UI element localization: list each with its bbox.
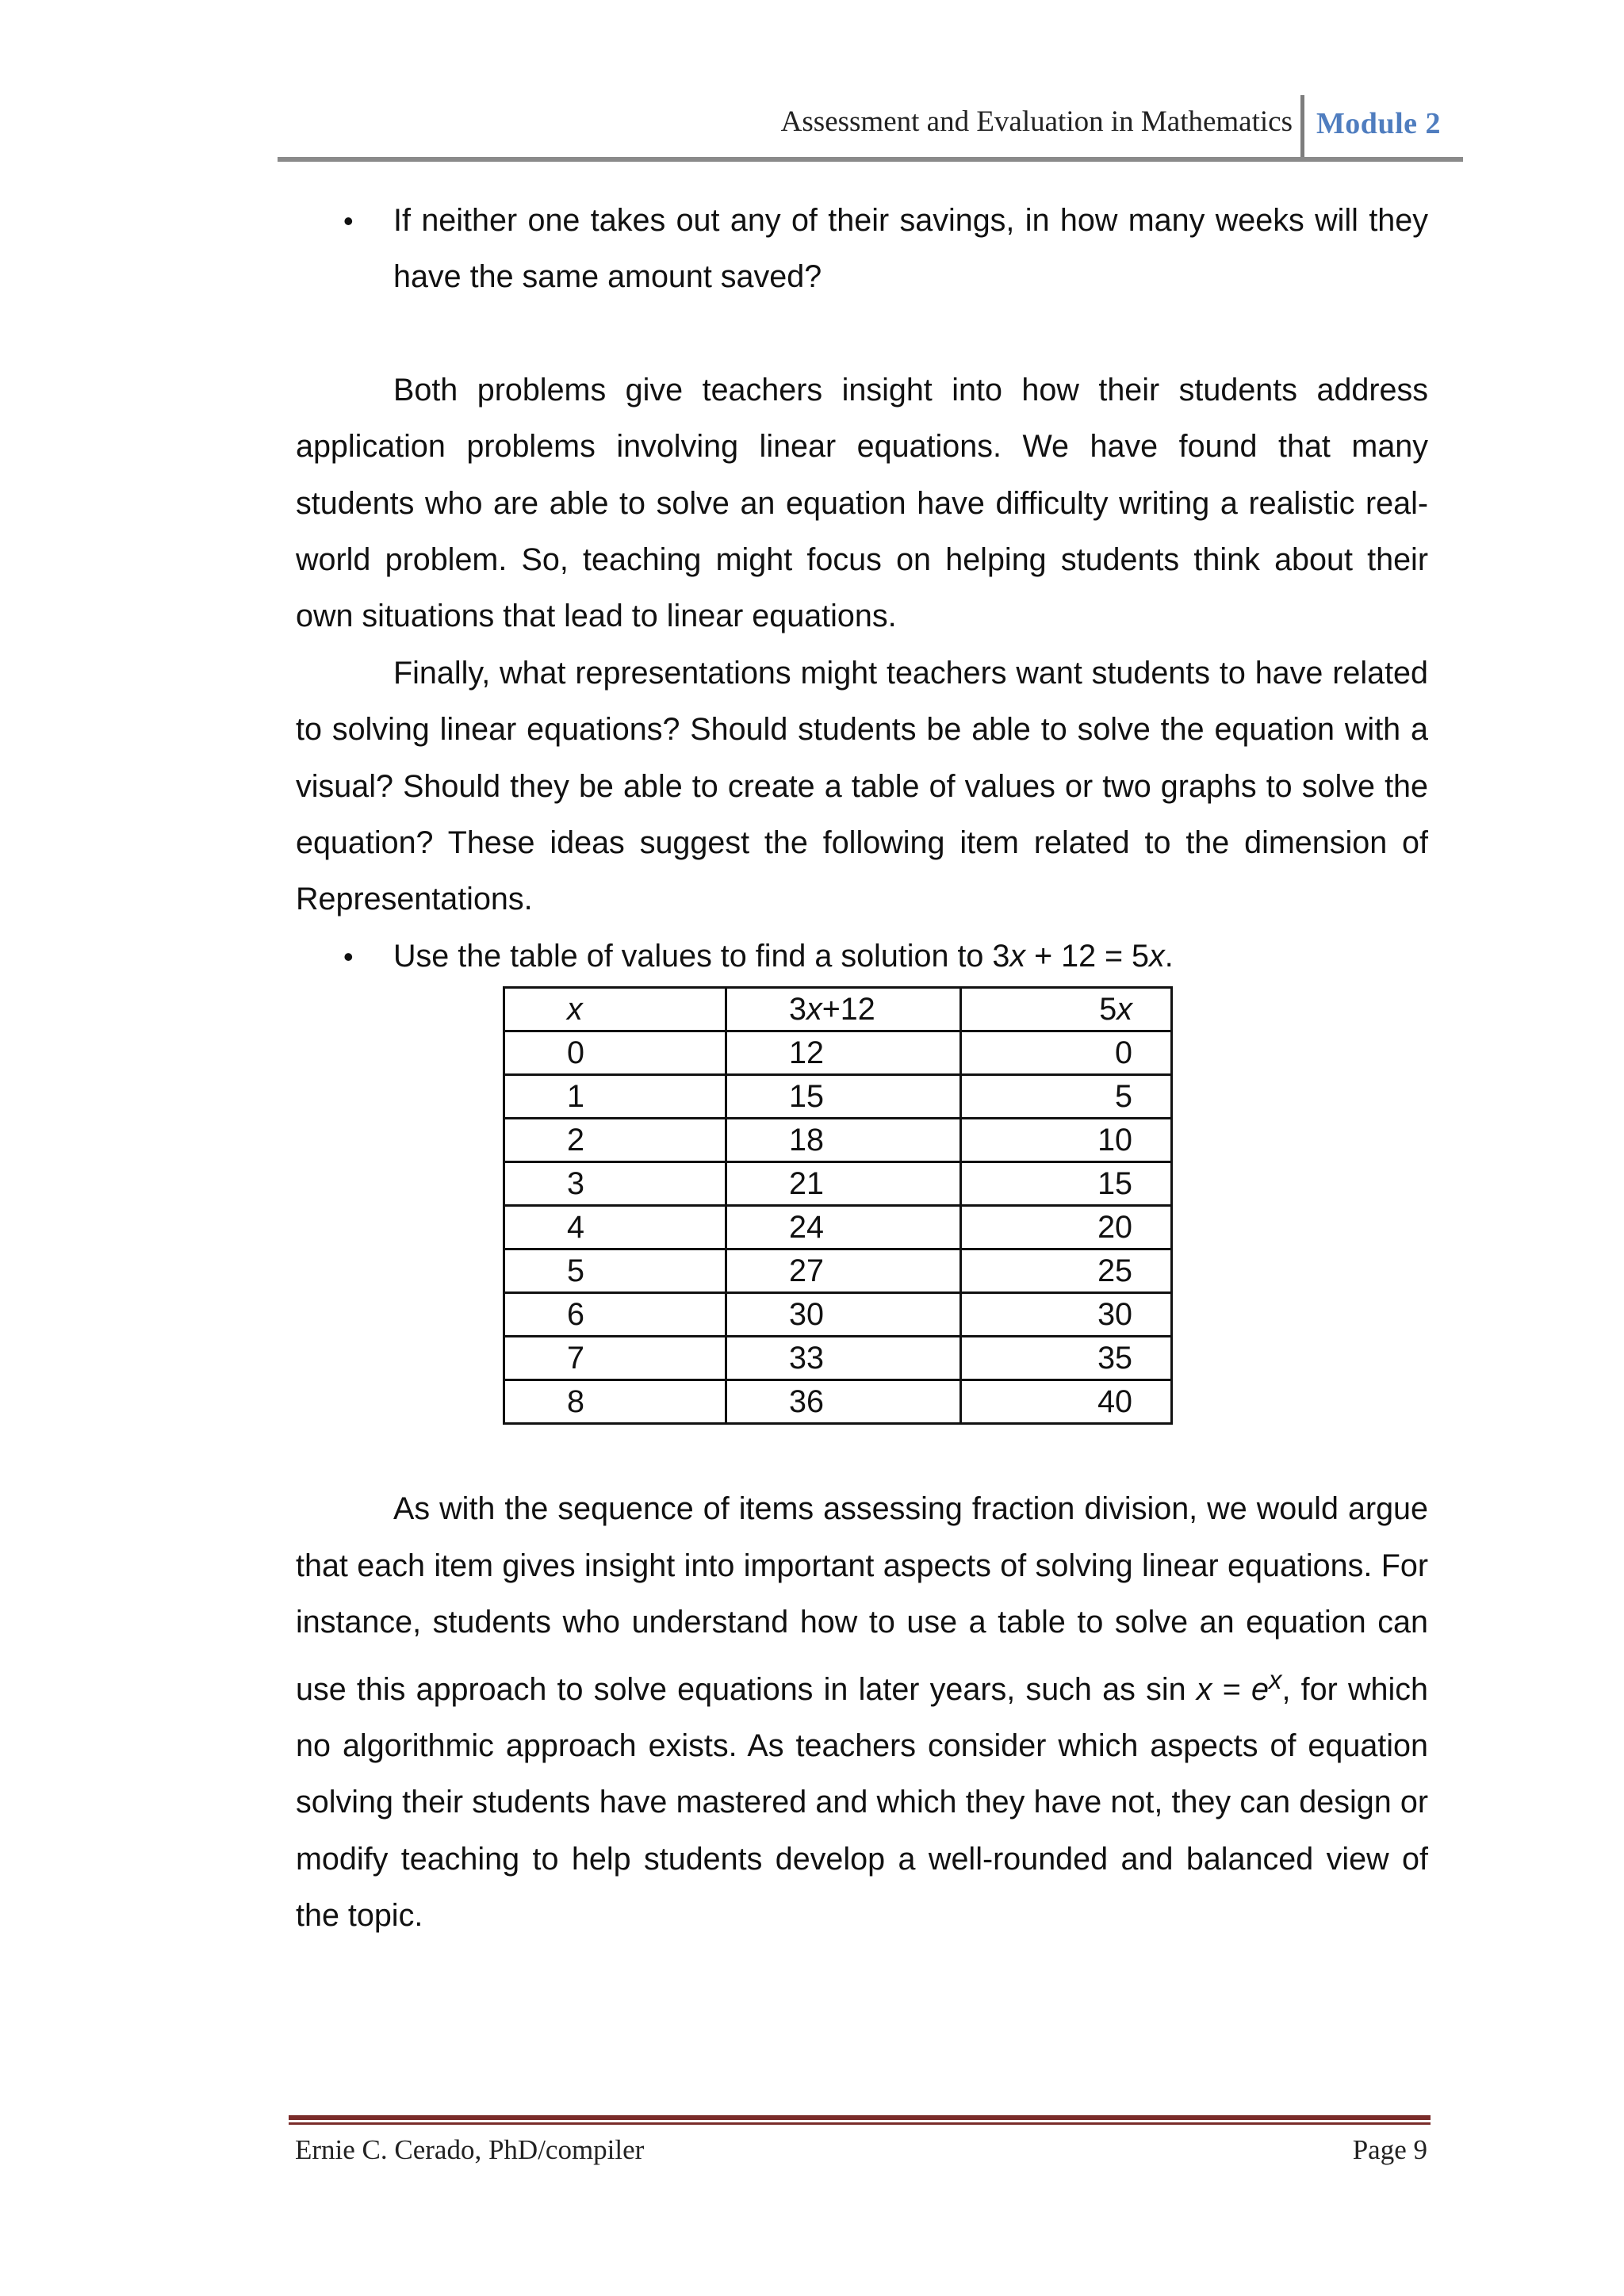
bullet-item-table-question: [296, 928, 1428, 985]
table-cell: 1: [504, 1075, 726, 1119]
variable-x: x: [1196, 1671, 1212, 1707]
bullet-text-middle: + 12 = 5: [1025, 938, 1150, 974]
table-cell: 20: [961, 1206, 1172, 1249]
table-header-3x-plus-12: 3x+12: [726, 988, 961, 1031]
footer-rule-thin: [289, 2122, 1431, 2125]
table-container: [503, 986, 1428, 1425]
table-row: [504, 1337, 1172, 1380]
spacer: [296, 1425, 1428, 1481]
spacer: [296, 306, 1428, 362]
table-header-row: [504, 988, 1172, 1031]
table-row: [504, 1249, 1172, 1293]
table-cell: 30: [961, 1293, 1172, 1337]
table-row: [504, 1031, 1172, 1075]
table-cell: 15: [726, 1075, 961, 1119]
bullet-text-suffix: .: [1164, 938, 1174, 974]
table-cell: 0: [504, 1031, 726, 1075]
table-cell: 10: [961, 1119, 1172, 1162]
header-rule: [278, 157, 1463, 162]
table-cell: 6: [504, 1293, 726, 1337]
table-row: [504, 1119, 1172, 1162]
bullet-item-savings-question: [296, 193, 1428, 306]
table-cell: 5: [504, 1249, 726, 1293]
table-row: [504, 1380, 1172, 1424]
table-cell: 2: [504, 1119, 726, 1162]
table-cell: 3: [504, 1162, 726, 1206]
table-cell: 12: [726, 1031, 961, 1075]
table-cell: 33: [726, 1337, 961, 1380]
table-cell: 15: [961, 1162, 1172, 1206]
table-header-x: x: [504, 988, 726, 1031]
bullet-text: If neither one takes out any of their savings, in how many weeks will they have the same amount saved?: [393, 203, 1428, 295]
variable-e: e: [1251, 1671, 1270, 1707]
table-cell: 24: [726, 1206, 961, 1249]
bullet-icon: •: [343, 939, 354, 973]
table-cell: 21: [726, 1162, 961, 1206]
table-row: [504, 1206, 1172, 1249]
paragraph-representations: Finally, what representations might teachers want students to have related to solving linear equations? Should students be able to solve the equation with a visual? Should they be able to create a table of values or two graphs to solve the equation? These ideas suggest the following item related to the dimension of Representations.: [296, 655, 1428, 917]
table-cell: 36: [726, 1380, 961, 1424]
values-table: [503, 986, 1173, 1425]
variable-x: x: [1149, 938, 1165, 974]
variable-x: x: [1009, 938, 1026, 974]
table-cell: 40: [961, 1380, 1172, 1424]
bullet-icon: •: [343, 205, 354, 237]
table-row: [504, 1162, 1172, 1206]
table-cell: 18: [726, 1119, 961, 1162]
table-cell: 25: [961, 1249, 1172, 1293]
bullet-text-prefix: Use the table of values to find a solution to 3: [393, 938, 1010, 974]
table-cell: 8: [504, 1380, 726, 1424]
table-cell: 4: [504, 1206, 726, 1249]
table-header-5x: 5x: [961, 988, 1172, 1031]
table-cell: 7: [504, 1337, 726, 1380]
page-header: [278, 94, 1463, 160]
page-content: [296, 193, 1428, 1945]
footer-page-number: Page 9: [1352, 2134, 1427, 2165]
table-row: [504, 1075, 1172, 1119]
table-row: [504, 1293, 1172, 1337]
superscript-x: x: [1269, 1664, 1282, 1694]
table-cell: 0: [961, 1031, 1172, 1075]
table-cell: 35: [961, 1337, 1172, 1380]
table-cell: 5: [961, 1075, 1172, 1119]
footer-author: Ernie C. Cerado, PhD/compiler: [295, 2134, 645, 2165]
paragraph-both-problems: Both problems give teachers insight into how their students address application problems involving linear equations. We have found that many students who are able to solve an equation have difficulty writing a realistic real-world problem. So, teaching might focus on helping students think about their own situations that lead to linear equations.: [296, 372, 1428, 634]
header-title: Assessment and Evaluation in Mathematics: [780, 105, 1293, 138]
footer-rule: [289, 2115, 1431, 2120]
header-separator: [1300, 95, 1304, 160]
header-module-label: Module 2: [1316, 107, 1441, 140]
table-cell: 30: [726, 1293, 961, 1337]
table-cell: 27: [726, 1249, 961, 1293]
paragraph-fraction-division: As with the sequence of items assessing fraction division, we would argue that each item gives insight into important aspects of solving linear equations. For instance, students who understand how to use a table to solve an equation can use this approach to solve equations in later years, such as $\sin x = e^x$, for which no algorithmic approach exists. As teachers consider which aspects of equation solving their students have mastered and which they have not, they can design or modify teaching to help students develop a well-rounded and balanced view of the topic.: [296, 1491, 1428, 1934]
